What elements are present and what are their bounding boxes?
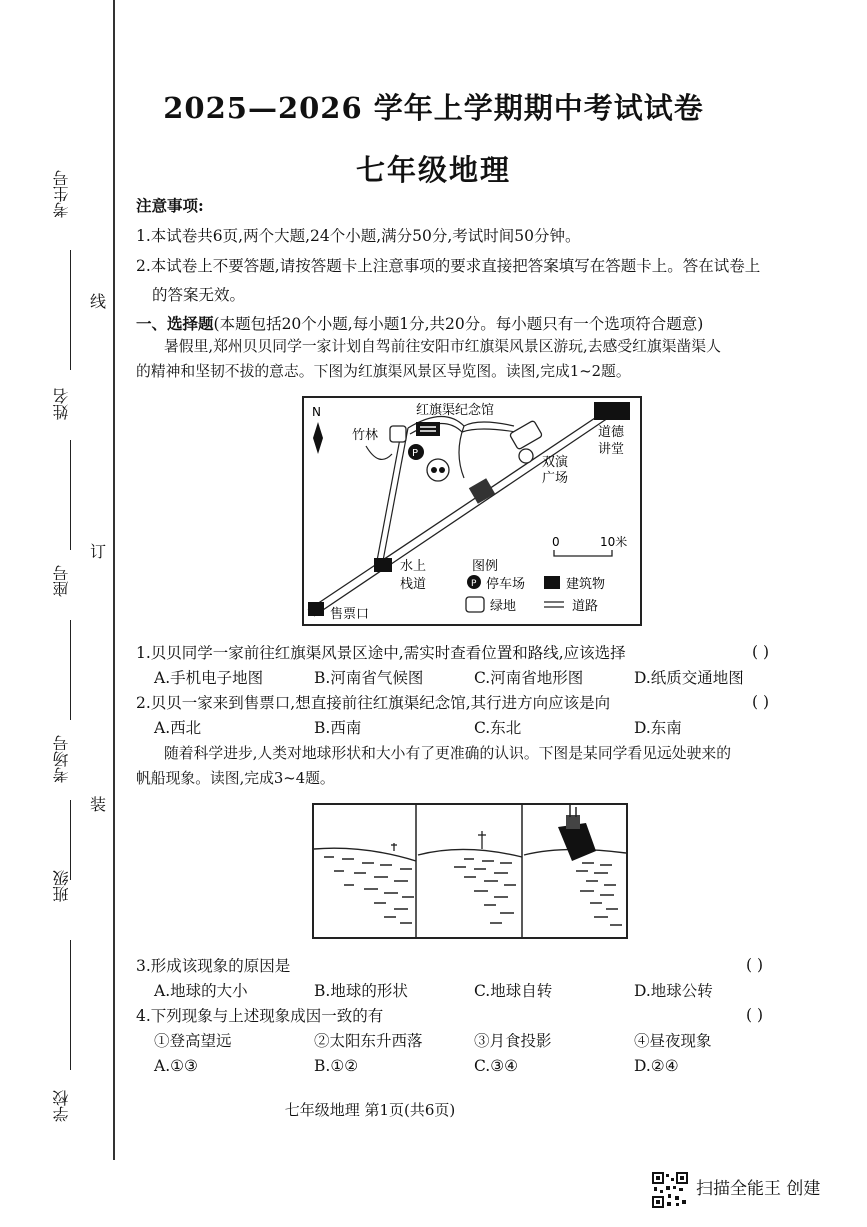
moral-hall-building <box>594 402 630 420</box>
q3-option-c: C.地球自转 <box>474 982 553 1000</box>
legend-green-label: 绿地 <box>490 599 517 614</box>
q3-option-d: D.地球公转 <box>634 982 713 1000</box>
seat-number-line <box>70 620 71 720</box>
svg-text:P: P <box>471 579 477 589</box>
square-circle <box>519 449 533 463</box>
q1-option-c: C.河南省地形图 <box>474 669 584 687</box>
q4-option-d: D.②④ <box>634 1057 679 1075</box>
notes-item-1: 1.本试卷共6页,两个大题,24个小题,满分50分,考试时间50分钟。 <box>136 227 581 245</box>
name-label: 姓名 <box>52 388 71 420</box>
square-label-2: 广场 <box>542 471 569 486</box>
class-line <box>70 940 71 1070</box>
legend-building-icon <box>544 576 560 589</box>
square-label-1: 双演 <box>542 455 569 470</box>
qr-code-icon <box>652 1172 688 1208</box>
q4-option-b: B.①② <box>314 1057 359 1075</box>
plank-label-2: 栈道 <box>400 577 427 592</box>
q3-answer-paren: ( ) <box>746 956 764 974</box>
q1-option-d: D.纸质交通地图 <box>634 669 744 687</box>
exam-title: 2025—2026 学年上学期期中考试试卷 <box>163 91 704 125</box>
q2-option-a: A.西北 <box>154 719 202 737</box>
plank-road-building <box>374 558 392 572</box>
bamboo-green <box>390 426 406 442</box>
legend-parking-label: 停车场 <box>486 577 526 592</box>
q4-statement-2: ②太阳东升西落 <box>314 1032 423 1050</box>
legend-road-label: 道路 <box>572 599 599 614</box>
passage-2-line-2: 帆船现象。读图,完成3~4题。 <box>136 770 335 787</box>
q1-answer-paren: ( ) <box>752 643 770 661</box>
moral-hall-label-1: 道德 <box>598 425 625 440</box>
bind-mark: 订 <box>89 542 106 561</box>
passage-1-line-1: 暑假里,郑州贝贝同学一家计划自驾前往安阳市红旗渠风景区游玩,去感受红旗渠凿渠人 <box>164 338 721 355</box>
seat-number-label: 座号 <box>52 565 71 597</box>
notes-item-2-cont: 的答案无效。 <box>152 286 246 304</box>
section-title: 一、选择题 <box>136 314 214 333</box>
ship-horizon-figure <box>312 803 628 939</box>
bamboo-label: 竹林 <box>352 428 379 443</box>
north-label: N <box>312 405 321 419</box>
q1-option-b: B.河南省气候图 <box>314 669 424 687</box>
q3-option-a: A.地球的大小 <box>154 982 248 1000</box>
q4-option-a: A.①③ <box>154 1057 198 1075</box>
exam-number-label: 考生号 <box>52 170 71 218</box>
q1-option-a: A.手机电子地图 <box>154 669 264 687</box>
legend-building-label: 建筑物 <box>566 577 606 592</box>
q2-option-d: D.东南 <box>634 719 682 737</box>
q4-statement-3: ③月食投影 <box>474 1032 552 1050</box>
school-label: 学校 <box>52 1090 71 1122</box>
moral-hall-label-2: 讲堂 <box>598 442 625 457</box>
legend-title: 图例 <box>472 559 499 574</box>
ticket-building <box>308 602 324 616</box>
line-mark: 线 <box>89 292 106 311</box>
page-footer: 七年级地理 第1页(共6页) <box>284 1101 456 1119</box>
exam-number-line <box>70 250 71 370</box>
map-drawing <box>304 398 640 624</box>
passage-1-line-2: 的精神和坚韧不拔的意志。下图为红旗渠风景区导览图。读图,完成1~2题。 <box>136 363 631 380</box>
section-desc: (本题包括20个小题,每小题1分,共20分。每小题只有一个选项符合题意) <box>213 315 704 333</box>
name-line <box>70 440 71 550</box>
scale-bar <box>554 550 612 556</box>
question-3: 3.形成该现象的原因是 <box>136 957 291 975</box>
q4-option-c: C.③④ <box>474 1057 519 1075</box>
q2-option-b: B.西南 <box>314 719 362 737</box>
section-heading <box>136 314 703 334</box>
question-2: 2.贝贝一家来到售票口,想直接前往红旗渠纪念馆,其行进方向应该是向 <box>136 694 611 712</box>
square-green <box>509 420 542 450</box>
svg-text:P: P <box>412 448 419 459</box>
scenic-area-map <box>302 396 642 626</box>
class-label: 班级 <box>52 870 71 902</box>
restroom-icon <box>427 459 449 481</box>
notes-item-2: 2.本试卷上不要答题,请按答题卡上注意事项的要求直接把答案填写在答题卡上。答在试卷上 <box>136 257 761 275</box>
scanner-watermark: 扫描全能王 创建 <box>696 1179 821 1199</box>
q2-option-c: C.东北 <box>474 719 522 737</box>
scale-zero: 0 <box>552 535 560 549</box>
ship-panel-2 <box>418 831 522 923</box>
ship-panel-3 <box>524 805 626 925</box>
north-arrow-icon <box>313 422 323 454</box>
memorial-building <box>416 422 440 436</box>
room-number-label: 考场号 <box>52 735 71 783</box>
question-4: 4.下列现象与上述现象成因一致的有 <box>136 1007 384 1025</box>
passage-2-line-1: 随着科学进步,人类对地球形状和大小有了更准确的认识。下图是某同学看见远处驶来的 <box>164 745 731 762</box>
q4-answer-paren: ( ) <box>746 1006 764 1024</box>
q4-statement-4: ④昼夜现象 <box>634 1032 712 1050</box>
pack-mark: 装 <box>89 795 106 814</box>
ticket-label: 售票口 <box>330 607 370 622</box>
q3-option-b: B.地球的形状 <box>314 982 408 1000</box>
question-1: 1.贝贝同学一家前往红旗渠风景区途中,需实时查看位置和路线,应该选择 <box>136 644 626 662</box>
scale-ten: 10米 <box>600 535 628 549</box>
q4-statement-1: ①登高望远 <box>154 1032 232 1050</box>
room-number-line <box>70 800 71 880</box>
q2-answer-paren: ( ) <box>752 693 770 711</box>
legend-green-icon <box>466 597 484 612</box>
plank-label-1: 水上 <box>400 559 427 574</box>
memorial-label: 红旗渠纪念馆 <box>416 403 495 418</box>
ship-figure-drawing <box>314 805 626 937</box>
ship-panel-1 <box>314 843 416 923</box>
exam-subtitle: 七年级地理 <box>355 153 511 187</box>
notes-heading: 注意事项: <box>136 196 204 215</box>
